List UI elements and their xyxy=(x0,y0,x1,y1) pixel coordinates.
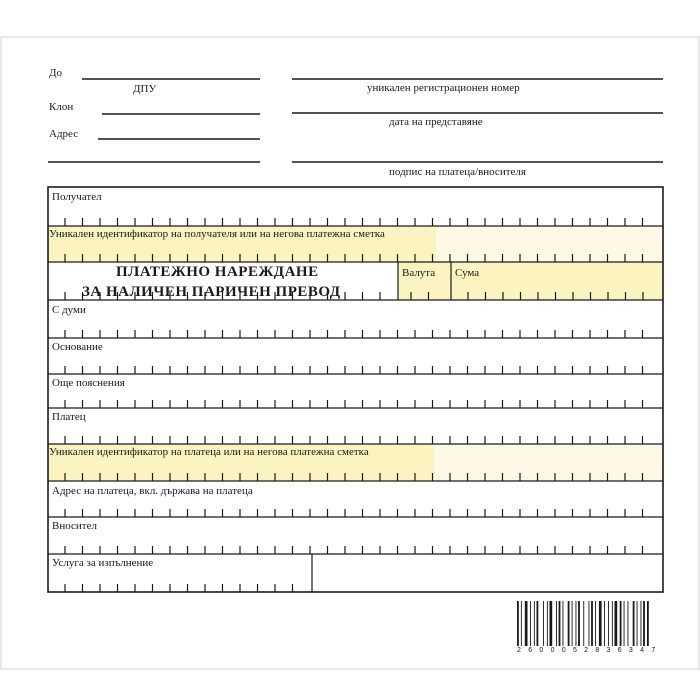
date-label: дата на представяне xyxy=(389,116,483,128)
barcode-bar xyxy=(637,601,638,646)
barcode-bar xyxy=(608,601,609,646)
barcode-bar xyxy=(595,601,596,646)
currency-amount-band xyxy=(398,262,663,300)
depositor-label: Вносител xyxy=(52,520,97,532)
service-label: Услуга за изпълнение xyxy=(52,557,154,569)
barcode-bar xyxy=(624,601,625,646)
barcode-bar xyxy=(559,601,561,646)
barcode-bar xyxy=(647,601,649,646)
barcode-bar xyxy=(599,601,602,646)
barcode-bar xyxy=(628,601,629,646)
recipient-label: Получател xyxy=(52,191,102,203)
address-label: Адрес xyxy=(49,128,79,140)
payer-iban-band-light xyxy=(434,444,663,481)
barcode-bar xyxy=(517,601,519,646)
barcode-bar xyxy=(612,601,613,646)
barcode-bar xyxy=(568,601,570,646)
barcode-bar xyxy=(572,601,573,646)
currency-label: Валута xyxy=(402,267,436,279)
more-notes-label: Още пояснения xyxy=(52,377,125,389)
recipient-iban-label: Уникален идентификатор на получателя или на негова платежна сметка xyxy=(49,228,385,240)
barcode-bar xyxy=(543,601,544,646)
payer-iban-label: Уникален идентификатор на платеца или на негова платежна сметка xyxy=(49,446,369,458)
amount-label: Сума xyxy=(455,267,480,279)
branch-label: Клон xyxy=(49,101,74,113)
in-words-label: С думи xyxy=(52,304,86,316)
barcode-bar xyxy=(604,601,605,646)
signature-label: подпис на платеца/вносителя xyxy=(389,166,526,178)
form-title-line1: ПЛАТЕЖНО НАРЕЖДАНЕ xyxy=(116,264,319,280)
barcode-bar xyxy=(633,601,635,646)
sheet-border xyxy=(1,37,699,669)
barcode-bar xyxy=(537,601,539,646)
reason-label: Основание xyxy=(52,341,103,353)
barcode-bar xyxy=(525,601,528,646)
barcode-bar xyxy=(534,601,535,646)
form-title-line2: ЗА НАЛИЧЕН ПАРИЧЕН ПРЕВОД xyxy=(82,284,341,300)
barcode-bar xyxy=(530,601,531,646)
barcode-bar xyxy=(643,601,645,646)
barcode-bar xyxy=(547,601,548,646)
barcode-bar xyxy=(583,601,584,646)
barcode-bar xyxy=(641,601,642,646)
barcode-bar xyxy=(563,601,564,646)
barcode-bar xyxy=(521,601,522,646)
barcode-bar xyxy=(589,601,590,646)
barcode-bar xyxy=(576,601,577,646)
barcode-bar xyxy=(556,601,557,646)
reg-number-label: уникален регистрационен номер xyxy=(367,82,520,94)
barcode-bar xyxy=(620,601,622,646)
barcode-bar xyxy=(578,601,580,646)
barcode-bar xyxy=(591,601,593,646)
barcode-bars xyxy=(517,601,649,646)
payer-address-label: Адрес на платеца, вкл. държава на платеца xyxy=(52,485,253,497)
barcode-number: 2600052836347 xyxy=(517,647,663,654)
to-label: До xyxy=(49,67,63,79)
payer-label: Платец xyxy=(52,411,86,423)
barcode-bar xyxy=(550,601,553,646)
recipient-iban-band-light xyxy=(436,226,663,262)
barcode-bar xyxy=(615,601,618,646)
dpu-label: ДПУ xyxy=(133,83,157,95)
